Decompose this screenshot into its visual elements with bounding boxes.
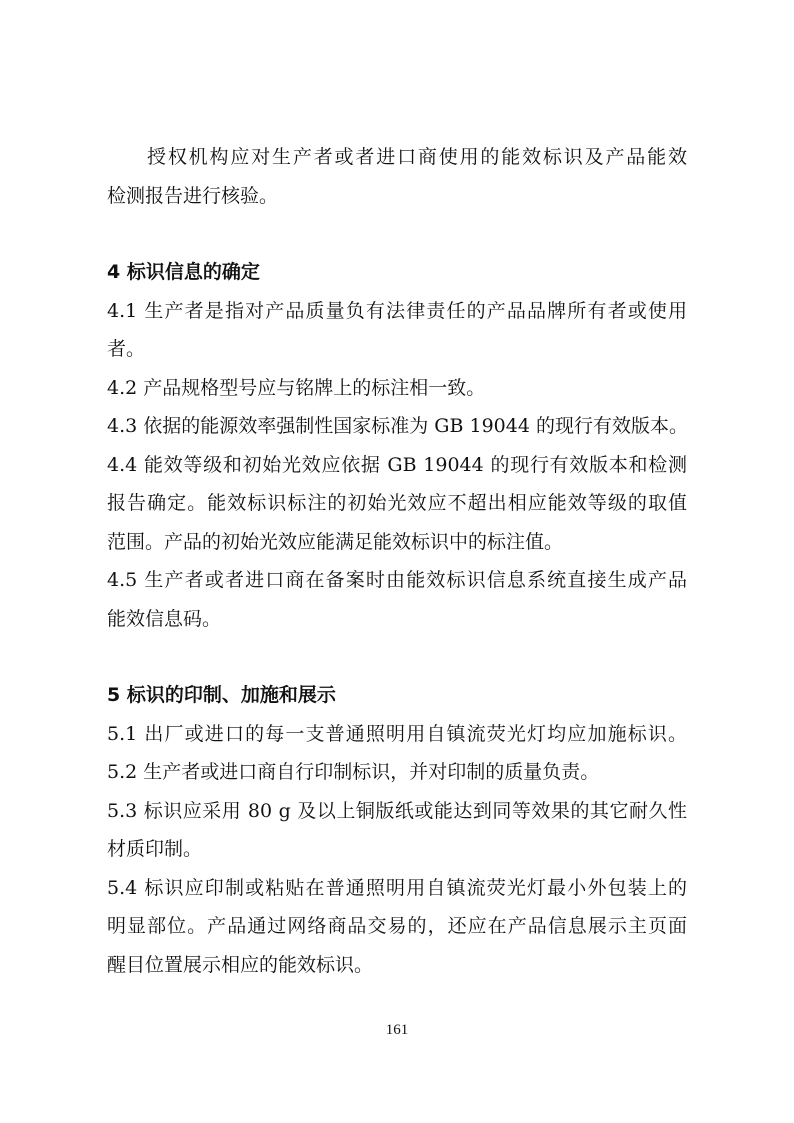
clause-4-3 (107, 407, 687, 446)
clause-5-1 (107, 715, 687, 754)
paragraph-line: 4.1 生产者是指对产品质量负有法律责任的产品品牌所有者或使用 (107, 299, 687, 322)
clause-4-2 (107, 369, 687, 408)
paragraph-line: 授权机构应对生产者或者进口商使用的能效标识及产品能效 (147, 146, 687, 168)
clause-5-2 (107, 753, 687, 792)
clause-5-3 (107, 792, 687, 869)
section-heading: 5 标识的印制、加施和展示 (107, 684, 336, 706)
paragraph-line: 材质印制。 (107, 838, 203, 860)
paragraph-line: 5.4 标识应印制或粘贴在普通照明用自镇流荧光灯最小外包装上的 (107, 876, 687, 899)
paragraph-line: 4.5 生产者或者进口商在备案时由能效标识信息系统直接生成产品 (107, 569, 687, 591)
paragraph-line: 5.2 生产者或进口商自行印制标识，并对印制的质量负责。 (107, 761, 600, 783)
paragraph-line: 5.1 出厂或进口的每一支普通照明用自镇流荧光灯均应加施标识。 (107, 722, 687, 745)
paragraph-line: 能效信息码。 (107, 607, 222, 630)
section-4 (107, 253, 687, 638)
paragraph-line: 检测报告进行核验。 (107, 184, 279, 207)
clause-4-4 (107, 446, 687, 562)
paragraph-line: 范围。产品的初始光效应能满足能效标识中的标注值。 (107, 530, 564, 553)
paragraph-line: 4.2 产品规格型号应与铭牌上的标注相一致。 (107, 376, 486, 399)
section-5 (107, 676, 687, 984)
clause-5-4 (107, 869, 687, 985)
section-heading: 4 标识信息的确定 (107, 261, 260, 283)
paragraph-line: 醒目位置展示相应的能效标识。 (107, 953, 374, 976)
document-body (107, 138, 687, 984)
page-number: 161 (385, 1022, 409, 1038)
paragraph-line: 报告确定。能效标识标注的初始光效应不超出相应能效等级的取值 (107, 492, 687, 514)
paragraph-line: 明显部位。产品通过网络商品交易的，还应在产品信息展示主页面 (107, 915, 687, 937)
paragraph-line: 4.3 依据的能源效率强制性国家标准为 GB 19044 的现行有效版本。 (107, 415, 688, 437)
paragraph-line: 4.4 能效等级和初始光效应依据 GB 19044 的现行有效版本和检测 (107, 453, 687, 476)
clause-4-5 (107, 561, 687, 638)
clause-4-1 (107, 292, 687, 369)
paragraph-line: 者。 (107, 338, 146, 360)
intro-paragraph (107, 138, 687, 215)
paragraph-line: 5.3 标识应采用 80 g 及以上铜版纸或能达到同等效果的其它耐久性 (107, 799, 687, 822)
